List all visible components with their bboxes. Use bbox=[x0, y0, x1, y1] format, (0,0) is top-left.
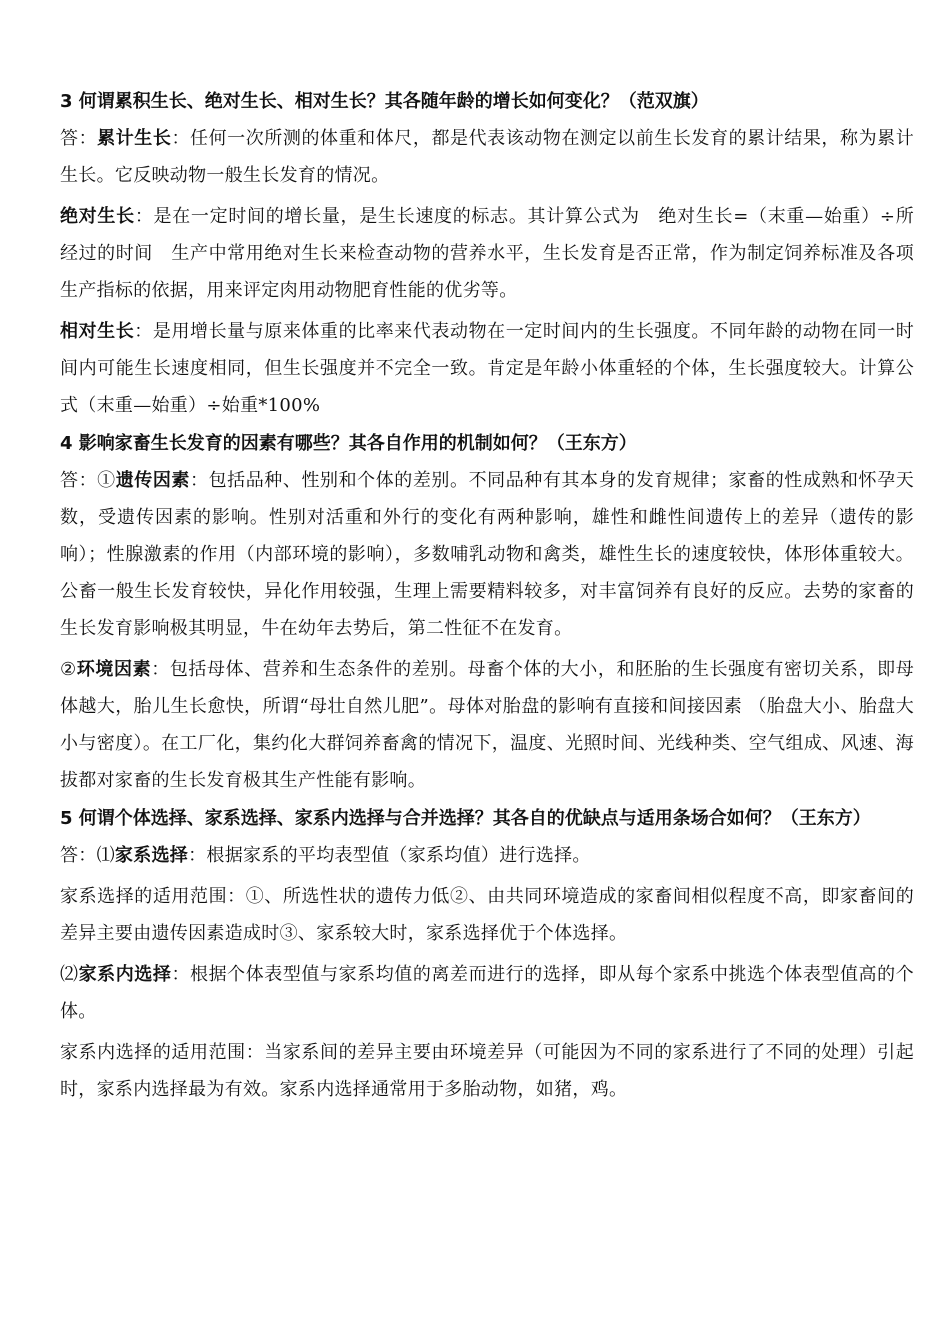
genetic-factors-paragraph bbox=[60, 462, 914, 647]
family-selection-paragraph bbox=[60, 837, 914, 874]
environment-factors-term: 环境因素 bbox=[76, 659, 152, 680]
absolute-growth-text: ：是在一定时间的增长量，是生长速度的标志。其计算公式为 绝对生长=（末重—始重）÷所经过的时间 生产中常用绝对生长来检查动物的营养水平，生长发育是否正常，作为制定饲养标准及各项生产指标的依据，用来评定肉用动物肥育性能的优劣等。 bbox=[60, 206, 915, 301]
answer-prefix: 答：① bbox=[60, 470, 116, 491]
question-4-title: 4 影响家畜生长发育的因素有哪些？其各自作用的机制如何？（王东方） bbox=[60, 433, 637, 454]
absolute-growth-term: 绝对生长 bbox=[60, 206, 135, 227]
family-selection-scope: 家系选择的适用范围：①、所选性状的遗传力低②、由共同环境造成的家畜间相似程度不高，即家畜间的差异主要由遗传因素造成时③、家系较大时，家系选择优于个体选择。 bbox=[60, 886, 914, 944]
environment-prefix: ② bbox=[60, 659, 77, 680]
question-3-title: 3 何谓累积生长、绝对生长、相对生长？其各随年龄的增长如何变化？（范双旗） bbox=[60, 91, 709, 112]
relative-growth-paragraph bbox=[60, 313, 914, 424]
cumulative-growth-term: 累计生长 bbox=[97, 128, 172, 149]
absolute-growth-paragraph bbox=[60, 198, 914, 309]
environment-factors-paragraph bbox=[60, 651, 914, 799]
cumulative-growth-text: ：任何一次所测的体重和体尺，都是代表该动物在测定以前生长发育的累计结果，称为累计生长。它反映动物一般生长发育的情况。 bbox=[60, 128, 915, 186]
within-family-prefix: ⑵ bbox=[60, 964, 79, 985]
genetic-factors-text: ：包括品种、性别和个体的差别。不同品种有其本身的发育规律；家畜的性成熟和怀孕天数，受遗传因素的影响。性别对活重和外行的变化有两种影响，雄性和雌性间遗传上的差异（遗传的影响）；性腺激素的作用（内部环境的影响），多数哺乳动物和禽类，雄性生长的速度较快，体形体重较大。公畜一般生长发育较快，异化作用较强，生理上需要精料较多，对丰富饲养有良好的反应。去势的家畜的生长发育影响极其明显，牛在幼年去势后，第二性征不在发育。 bbox=[60, 470, 915, 639]
environment-factors-text: ：包括母体、营养和生态条件的差别。母畜个体的大小，和胚胎的生长强度有密切关系，即母体越大，胎儿生长愈快，所谓“母壮自然儿肥”。母体对胎盘的影响有直接和间接因素 （胎盘大小、胎盘大小与密度）。在工厂化，集约化大群饲养畜禽的情况下，温度、光照时间、光线种类、空气组成、风速、海拔都对家畜的生长发育极其生产性能有影响。 bbox=[60, 659, 914, 791]
family-selection-text: ：根据家系的平均表型值（家系均值）进行选择。 bbox=[188, 845, 591, 866]
within-family-selection-paragraph bbox=[60, 956, 914, 1030]
within-family-selection-term: 家系内选择 bbox=[78, 964, 172, 985]
family-selection-term: 家系选择 bbox=[114, 845, 189, 866]
answer-prefix: 答： bbox=[60, 128, 98, 149]
relative-growth-term: 相对生长 bbox=[60, 321, 135, 342]
genetic-factors-term: 遗传因素 bbox=[115, 470, 191, 491]
relative-growth-text: ：是用增长量与原来体重的比率来代表动物在一定时间内的生长强度。不同年龄的动物在同一时间内可能生长速度相同，但生长强度并不完全一致。肯定是年龄小体重轻的个体，生长强度较大。计算公式（末重—始重）÷始重*100% bbox=[60, 321, 914, 416]
within-family-selection-scope: 家系内选择的适用范围：当家系间的差异主要由环境差异（可能因为不同的家系进行了不同的处理）引起时，家系内选择最为有效。家系内选择通常用于多胎动物，如猪，鸡。 bbox=[60, 1042, 914, 1100]
within-family-selection-text: ：根据个体表型值与家系均值的离差而进行的选择，即从每个家系中挑选个体表型值高的个体。 bbox=[60, 964, 914, 1022]
cumulative-growth-paragraph bbox=[60, 120, 914, 194]
answer-prefix: 答：⑴ bbox=[60, 845, 115, 866]
question-5-title: 5 何谓个体选择、家系选择、家系内选择与合并选择？其各自的优缺点与适用条场合如何？（王东方） bbox=[60, 808, 871, 829]
